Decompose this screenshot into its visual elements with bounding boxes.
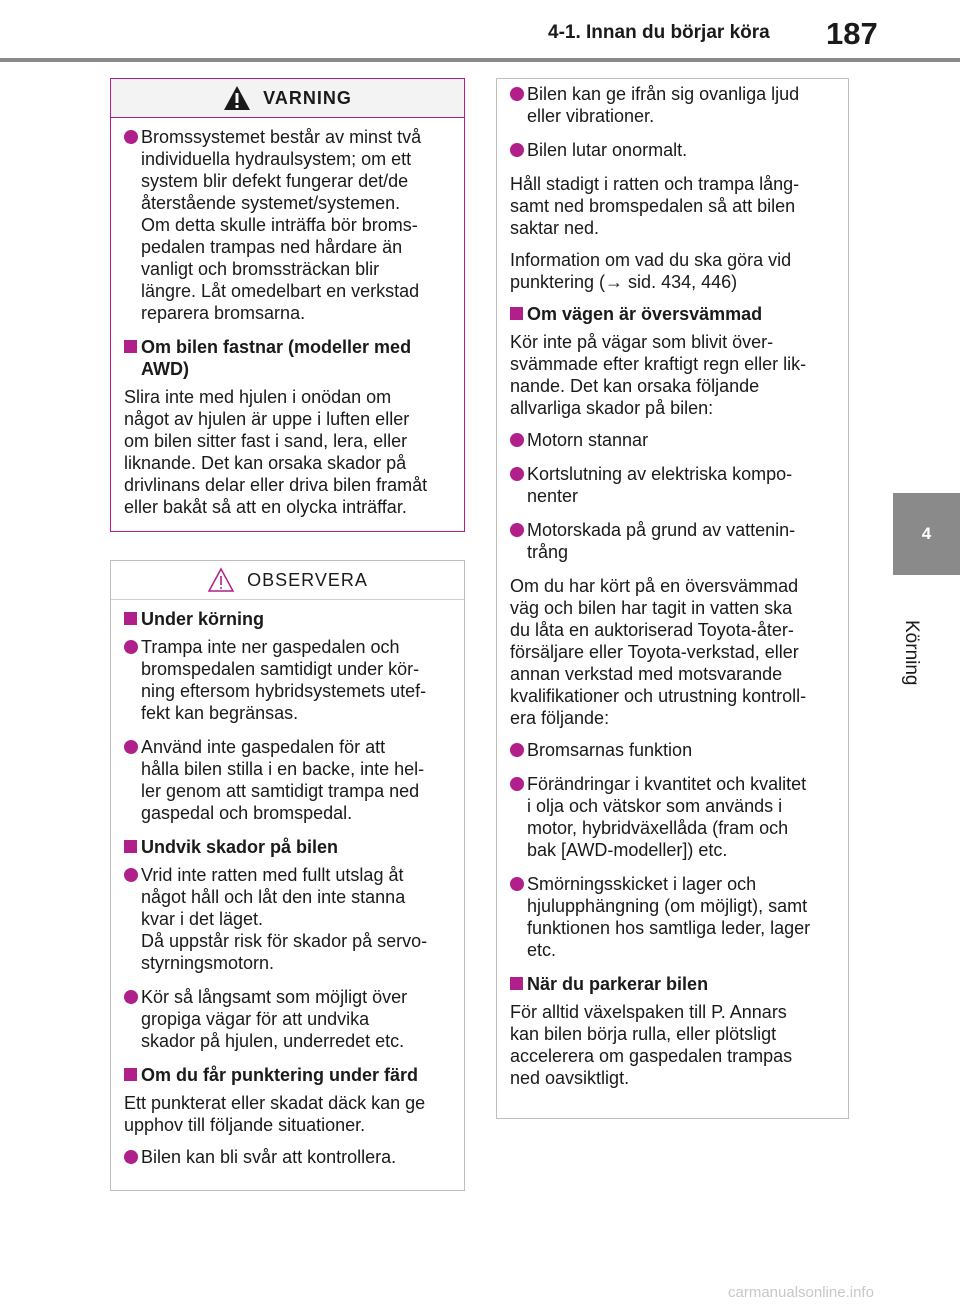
section-marker bbox=[124, 612, 137, 625]
section-marker bbox=[510, 307, 523, 320]
notice-box bbox=[110, 560, 465, 1191]
caution-triangle-outline-icon bbox=[207, 567, 235, 593]
paragraph: För alltid växelspaken till P. Annars kan bilen börja rulla, eller plötsligt accelerera om gaspedalen trampas ned oavsiktligt. bbox=[510, 1002, 793, 1088]
list-item: Vrid inte ratten med fullt utslag åt något håll och låt den inte stanna kvar i det läget. Då uppstår risk för skador på servo- styrningsmotorn. bbox=[124, 864, 451, 974]
continued-box bbox=[496, 78, 849, 1119]
list-item: Trampa inte ner gaspedalen och bromspedalen samtidigt under kör- ning eftersom hybridsystemets utef- fekt kan begränsas. bbox=[124, 636, 451, 724]
section-marker bbox=[124, 340, 137, 353]
bullet-dot bbox=[510, 433, 524, 447]
section-heading: Undvik skador på bilen bbox=[124, 836, 451, 858]
bullet-dot bbox=[124, 740, 138, 754]
warning-box bbox=[110, 78, 465, 532]
paragraph: Om du har kört på en översvämmad väg och bilen har tagit in vatten ska du låta en auktoriserad Toyota-åter- försäljare eller Toyota-verkstad, eller annan verkstad med motsvarande kvalifikationer och utrustning kontroll- era följande: bbox=[510, 576, 807, 728]
list-item: Använd inte gaspedalen för att hålla bilen stilla i en backe, inte hel- ler genom att samtidigt trampa ned gaspedal och bromspedal. bbox=[124, 736, 451, 824]
warning-triangle-icon bbox=[223, 85, 251, 111]
list-item: Kör så långsamt som möjligt över gropiga vägar för att undvika skador på hjulen, underredet etc. bbox=[124, 986, 451, 1052]
section-heading: När du parkerar bilen bbox=[510, 973, 835, 995]
list-item: Motorskada på grund av vattenin- trång bbox=[510, 519, 835, 563]
bullet-dot bbox=[510, 877, 524, 891]
paragraph: Kör inte på vägar som blivit över- svämmade efter kraftigt regn eller lik- nande. Det kan orsaka följande allvarliga skador på bilen: bbox=[510, 332, 807, 418]
list-item: Smörningsskicket i lager och hjulupphängning (om möjligt), samt funktionen hos samtliga leder, lager etc. bbox=[510, 873, 835, 961]
bullet-dot bbox=[124, 130, 138, 144]
list-item: Bilen lutar onormalt. bbox=[510, 139, 835, 161]
paragraph: Information om vad du ska göra vid punktering (→ sid. 434, 446) bbox=[510, 250, 792, 292]
warning-title: VARNING bbox=[263, 87, 352, 108]
paragraph: Håll stadigt i ratten och trampa lång- samt ned bromspedalen så att bilen saktar ned. bbox=[510, 174, 800, 238]
paragraph: Slira inte med hjulen i onödan om något av hjulen är uppe i luften eller om bilen sitter fast i sand, lera, eller liknande. Det kan orsaka skador på drivlinans delar eller driva bilen framåt eller bakåt så att en olycka inträffar. bbox=[124, 387, 428, 517]
notice-title: OBSERVERA bbox=[247, 569, 368, 590]
list-item: Bilen kan bli svår att kontrollera. bbox=[124, 1146, 451, 1168]
chapter-tab: 4 bbox=[893, 493, 960, 575]
section-heading: Om vägen är översvämmad bbox=[510, 303, 835, 325]
bullet-dot bbox=[510, 467, 524, 481]
bullet-dot bbox=[124, 1150, 138, 1164]
list-item: Förändringar i kvantitet och kvalitet i olja och vätskor som används i motor, hybridväxellåda (fram och bak [AWD-modeller]) etc. bbox=[510, 773, 835, 861]
section-heading: Om du får punktering under färd bbox=[124, 1064, 451, 1086]
bullet-dot bbox=[510, 143, 524, 157]
section-heading: Under körning bbox=[124, 608, 451, 630]
list-item: Motorn stannar bbox=[510, 429, 835, 451]
header-rule bbox=[0, 58, 960, 62]
section-title: 4-1. Innan du börjar köra bbox=[548, 22, 770, 43]
chapter-label: Körning bbox=[901, 620, 922, 686]
bullet-dot bbox=[124, 640, 138, 654]
list-item: Kortslutning av elektriska kompo- nenter bbox=[510, 463, 835, 507]
section-marker bbox=[510, 977, 523, 990]
notice-header bbox=[111, 561, 464, 600]
bullet-dot bbox=[510, 743, 524, 757]
section-marker bbox=[124, 1068, 137, 1081]
page-number: 187 bbox=[826, 16, 878, 51]
bullet-dot bbox=[510, 87, 524, 101]
list-item: Bromsarnas funktion bbox=[510, 739, 835, 761]
bullet-dot bbox=[124, 990, 138, 1004]
warning-header bbox=[111, 79, 464, 118]
paragraph: Ett punkterat eller skadat däck kan ge upphov till följande situationer. bbox=[124, 1093, 426, 1135]
watermark: carmanualsonline.info bbox=[728, 1284, 874, 1301]
list-item: Bromssystemet består av minst två individuella hydraulsystem; om ett system blir defekt fungerar det/de återstående systemet/systemen. Om detta skulle inträffa bör broms- pedalen trampas ned hårdare än vanligt och bromssträckan blir längre. Låt omedelbart en verkstad reparera bromsarna. bbox=[124, 126, 451, 324]
section-heading: Om bilen fastnar (modeller med AWD) bbox=[124, 336, 451, 380]
bullet-dot bbox=[510, 523, 524, 537]
bullet-dot bbox=[510, 777, 524, 791]
section-marker bbox=[124, 840, 137, 853]
bullet-dot bbox=[124, 868, 138, 882]
list-item: Bilen kan ge ifrån sig ovanliga ljud eller vibrationer. bbox=[510, 83, 835, 127]
